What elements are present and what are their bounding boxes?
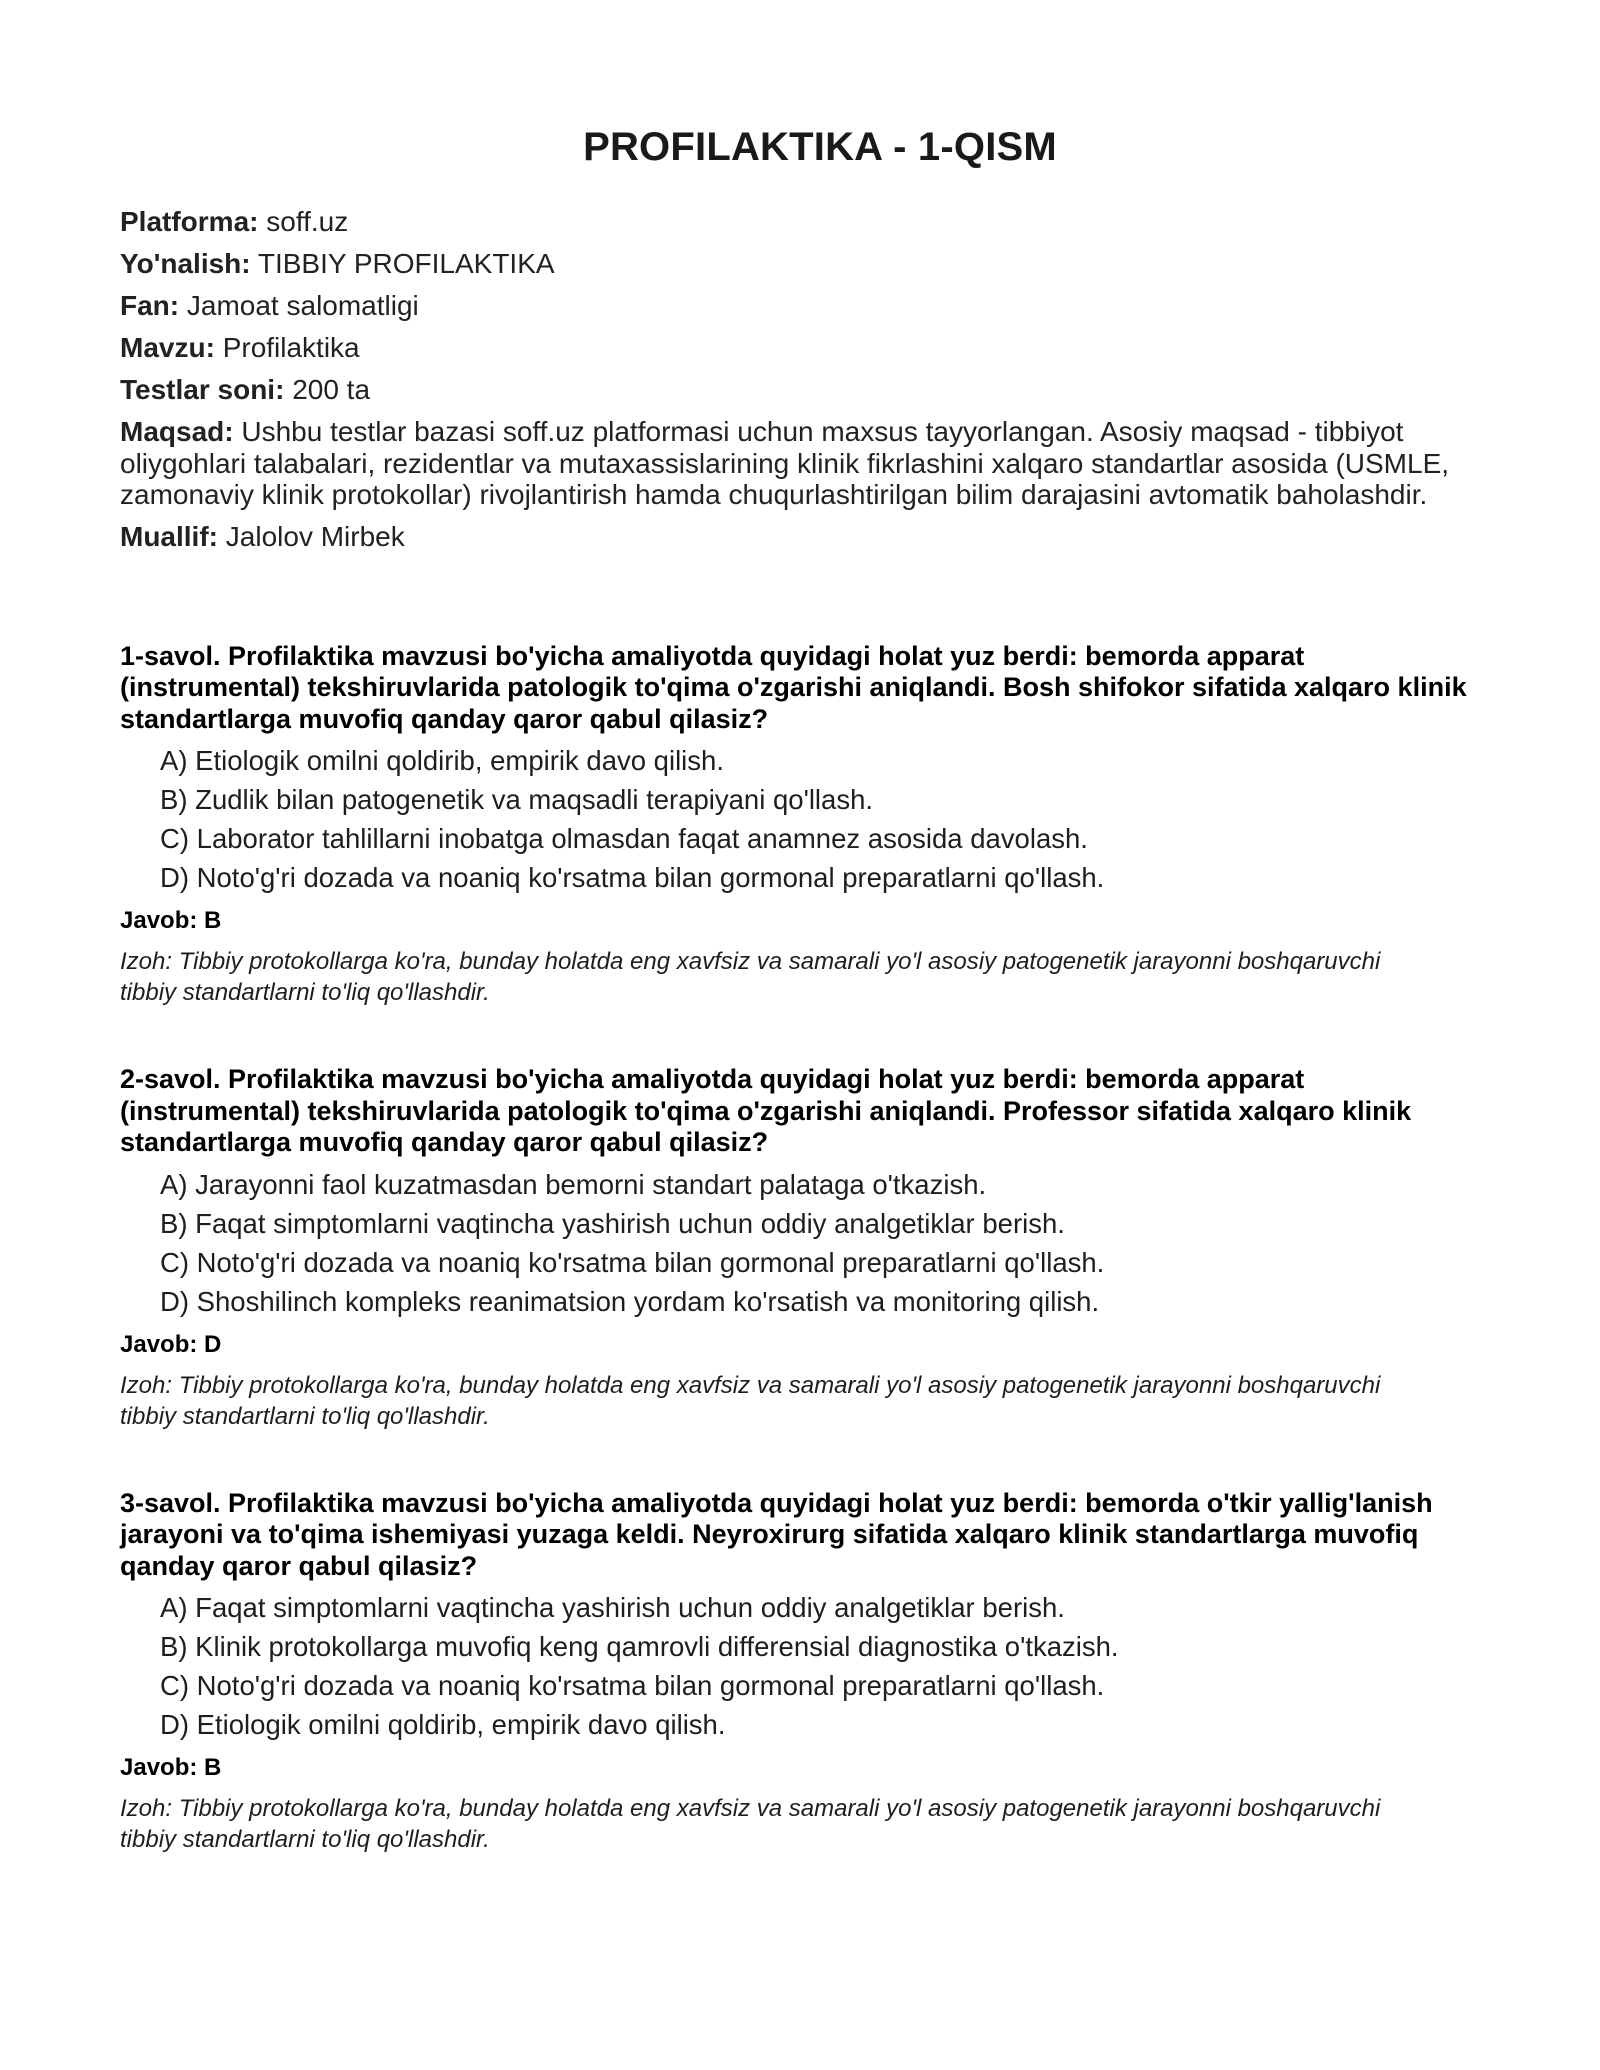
document-page [120,0,1500,1911]
meta-label: Maqsad: [120,416,234,447]
meta-goal [120,416,1500,511]
question-text: 3-savol. Profilaktika mavzusi bo'yicha amaliyotda quyidagi holat yuz berdi: bemorda o'tkir yallig'lanish jarayoni va to'qima ishemiyasi yuzaga keldi. Neyroxirurg sifatida xalqaro klinik standartlarga muvofiq qanday qaror qabul qilasiz? [120,1487,1433,1581]
answer-text: Javob: B [120,1754,222,1781]
question-text: 1-savol. Profilaktika mavzusi bo'yicha amaliyotda quyidagi holat yuz berdi: bemorda apparat (instrumental) tekshiruvlarida patologik to'qima o'zgarishi aniqlandi. Bosh shifokor sifatida xalqaro klinik standartlarga muvofiq qanday qaror qabul qilasiz? [120,640,1467,734]
option-a: A) Jarayonni faol kuzatmasdan bemorni standart palataga o'tkazish. [160,1168,987,1200]
meta-subject [120,290,1500,322]
answer-text: Javob: D [120,1330,222,1358]
option-b: B) Klinik protokollarga muvofiq keng qamrovli differensial diagnostika o'tkazish. [160,1631,1119,1662]
option-c: C) Laborator tahlillarni inobatga olmasdan faqat anamnez asosida davolash. [160,823,1088,854]
option-d: D) Shoshilinch kompleks reanimatsion yordam ko'rsatish va monitoring qilish. [160,1285,1100,1317]
document-title: PROFILAKTIKA - 1-QISM [583,125,1057,169]
meta-label: Platforma: [120,206,259,237]
meta-topic [120,332,1500,364]
meta-label: Fan: [120,290,180,321]
meta-label: Mavzu: [120,332,215,363]
option-c: C) Noto'g'ri dozada va noaniq ko'rsatma bilan gormonal preparatlarni qo'llash. [160,1246,1105,1278]
option-a: A) Etiologik omilni qoldirib, empirik davo qilish. [160,745,724,776]
option-list [120,1169,1500,1318]
document-meta [120,206,1500,553]
option-list [120,1592,1500,1741]
meta-value: Jamoat salomatligi [186,290,419,321]
meta-value: TIBBIY PROFILAKTIKA [257,248,555,279]
question-item [120,1064,1500,1432]
explanation-text: Izoh: Tibbiy protokollarga ko'ra, bunday holatda eng xavfsiz va samarali yo'l asosiy patogenetik jarayonni boshqaruvchi tibbiy standartlarni to'liq qo'llashdir. [120,1795,1381,1853]
meta-direction [120,248,1500,280]
meta-value: Profilaktika [222,332,360,363]
option-list [120,745,1500,894]
option-c: C) Noto'g'ri dozada va noaniq ko'rsatma bilan gormonal preparatlarni qo'llash. [160,1670,1105,1701]
meta-label: Testlar soni: [120,374,285,405]
option-b: B) Zudlik bilan patogenetik va maqsadli terapiyani qo'llash. [160,784,874,815]
option-d: D) Etiologik omilni qoldirib, empirik davo qilish. [160,1709,726,1740]
meta-value: soff.uz [266,206,349,237]
meta-value: 200 ta [292,374,371,405]
meta-label: Muallif: [120,520,218,552]
meta-author [120,521,1500,553]
meta-label: Yo'nalish: [120,248,251,279]
option-d: D) Noto'g'ri dozada va noaniq ko'rsatma bilan gormonal preparatlarni qo'llash. [160,862,1105,893]
meta-test-count [120,374,1500,406]
question-text: 2-savol. Profilaktika mavzusi bo'yicha amaliyotda quyidagi holat yuz berdi: bemorda apparat (instrumental) tekshiruvlarida patologik to'qima o'zgarishi aniqlandi. Professor sifatida xalqaro klinik standartlarga muvofiq qanday qaror qabul qilasiz? [120,1064,1412,1157]
option-a: A) Faqat simptomlarni vaqtincha yashirish uchun oddiy analgetiklar berish. [160,1592,1065,1623]
explanation-text: Izoh: Tibbiy protokollarga ko'ra, bunday holatda eng xavfsiz va samarali yo'l asosiy patogenetik jarayonni boshqaruvchi tibbiy standartlarni to'liq qo'llashdir. [120,948,1381,1006]
question-item [120,641,1500,1009]
meta-value: Ushbu testlar bazasi soff.uz platformasi uchun maxsus tayyorlangan. Asosiy maqsad - tibbiyot oliygohlari talabalari, rezidentlar va mutaxassislarining klinik fikrlashini xalqaro standartlar asosida (USMLE, zamonaviy klinik protokollar) rivojlantirish hamda chuqurlashtirilgan bilim darajasini avtomatik baholashdir. [120,416,1450,510]
meta-platform [120,206,1500,238]
meta-value: Jalolov Mirbek [225,520,405,552]
explanation-text: Izoh: Tibbiy protokollarga ko'ra, bunday holatda eng xavfsiz va samarali yo'l asosiy patogenetik jarayonni boshqaruvchi tibbiy standartlarni to'liq qo'llashdir. [120,1371,1381,1430]
answer-text: Javob: B [120,907,222,934]
option-b: B) Faqat simptomlarni vaqtincha yashirish uchun oddiy analgetiklar berish. [160,1207,1065,1239]
question-list [120,641,1500,1856]
question-item [120,1488,1500,1856]
